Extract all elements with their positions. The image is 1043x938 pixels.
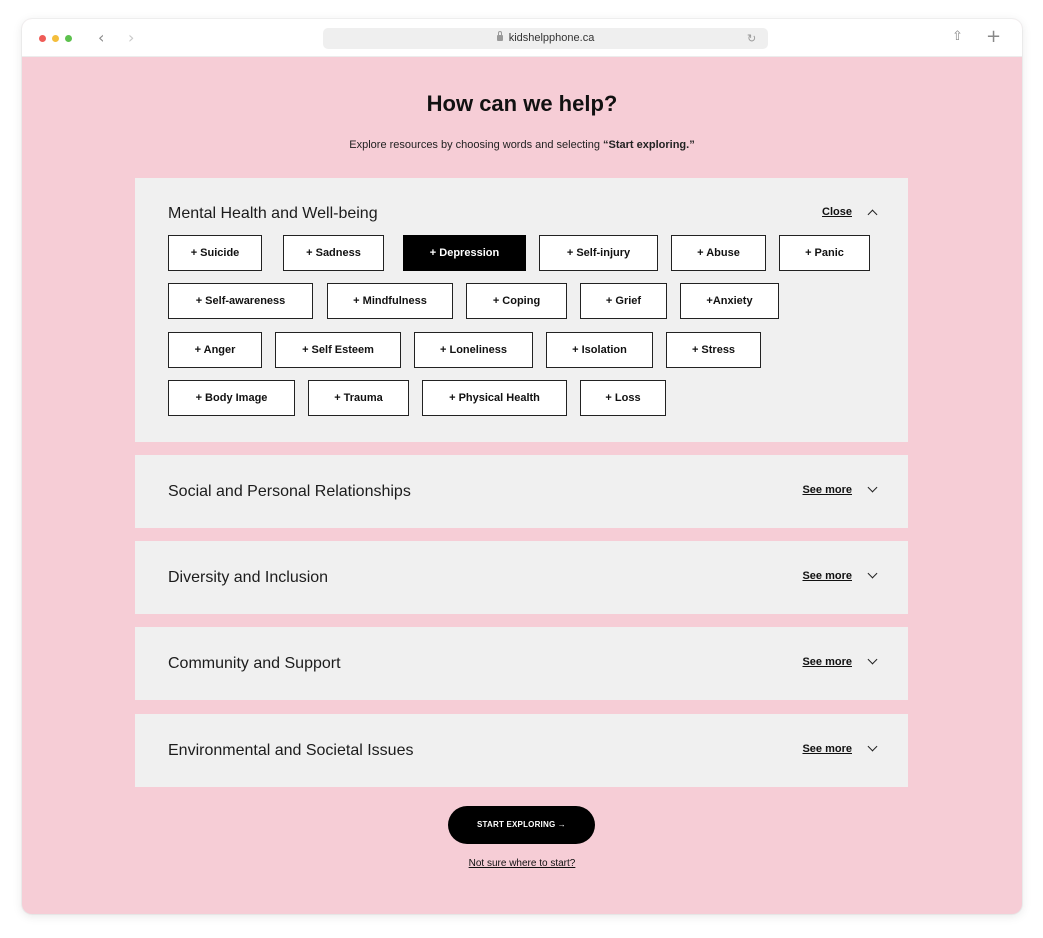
page-content xyxy=(22,57,1022,914)
zoom-window-button[interactable] xyxy=(65,35,72,42)
chip-self-awareness[interactable]: + Self-awareness xyxy=(168,283,313,319)
see-more-link[interactable]: See more xyxy=(802,570,852,582)
chip-trauma[interactable]: + Trauma xyxy=(308,380,409,416)
chevron-down-icon[interactable] xyxy=(868,483,878,493)
section-title: Social and Personal Relationships xyxy=(168,483,411,500)
chevron-down-icon[interactable] xyxy=(868,569,878,579)
chip-suicide[interactable]: + Suicide xyxy=(168,235,262,271)
section-diversity-inclusion[interactable] xyxy=(135,541,908,614)
see-more-link[interactable]: See more xyxy=(802,743,852,755)
start-exploring-button[interactable]: START EXPLORING → xyxy=(448,806,595,844)
section-title: Community and Support xyxy=(168,655,341,672)
chip-loss[interactable]: + Loss xyxy=(580,380,666,416)
chip-isolation[interactable]: + Isolation xyxy=(546,332,653,368)
new-tab-icon[interactable]: + xyxy=(986,26,1002,47)
section-environmental-issues[interactable] xyxy=(135,714,908,787)
chevron-down-icon[interactable] xyxy=(868,742,878,752)
page-subtitle xyxy=(22,139,1022,151)
help-link-row xyxy=(22,858,1022,869)
chip-sadness[interactable]: + Sadness xyxy=(283,235,384,271)
page-title: How can we help? xyxy=(426,91,618,116)
subtitle-emphasis: “Start exploring.” xyxy=(603,139,695,151)
section-social-relationships[interactable] xyxy=(135,455,908,528)
address-bar[interactable] xyxy=(323,28,768,49)
see-more-link[interactable]: See more xyxy=(802,484,852,496)
chip-depression[interactable]: + Depression xyxy=(403,235,526,271)
chip-loneliness[interactable]: + Loneliness xyxy=(414,332,533,368)
not-sure-link[interactable]: Not sure where to start? xyxy=(468,858,576,869)
browser-window xyxy=(22,19,1022,914)
section-community-support[interactable] xyxy=(135,627,908,700)
lock-icon xyxy=(497,35,503,41)
section-mental-health xyxy=(135,178,908,442)
section-title: Environmental and Societal Issues xyxy=(168,742,414,759)
browser-toolbar xyxy=(22,19,1022,57)
chip-grief[interactable]: + Grief xyxy=(580,283,667,319)
section-title: Diversity and Inclusion xyxy=(168,569,329,586)
see-more-link[interactable]: See more xyxy=(802,656,852,668)
chip-anger[interactable]: + Anger xyxy=(168,332,262,368)
reload-icon[interactable]: ↻ xyxy=(747,32,757,45)
close-window-button[interactable] xyxy=(39,35,46,42)
section-title: Mental Health and Well-being xyxy=(168,205,378,222)
chip-self-esteem[interactable]: + Self Esteem xyxy=(275,332,401,368)
subtitle-text: Explore resources by choosing words and selecting xyxy=(349,139,604,151)
forward-arrow-icon[interactable]: › xyxy=(128,28,135,47)
chip-body-image[interactable]: + Body Image xyxy=(168,380,295,416)
chip-coping[interactable]: + Coping xyxy=(466,283,567,319)
chip-anxiety[interactable]: +Anxiety xyxy=(680,283,779,319)
chevron-down-icon[interactable] xyxy=(868,655,878,665)
url-text: kidshelpphone.ca xyxy=(508,32,595,44)
back-arrow-icon[interactable]: ‹ xyxy=(98,28,105,47)
chip-stress[interactable]: + Stress xyxy=(666,332,761,368)
chip-abuse[interactable]: + Abuse xyxy=(671,235,766,271)
chip-physical-health[interactable]: + Physical Health xyxy=(422,380,567,416)
share-icon[interactable]: ⇧ xyxy=(952,29,963,44)
close-section-link[interactable]: Close xyxy=(822,206,852,218)
chip-panic[interactable]: + Panic xyxy=(779,235,870,271)
chip-self-injury[interactable]: + Self-injury xyxy=(539,235,658,271)
minimize-window-button[interactable] xyxy=(52,35,59,42)
chip-mindfulness[interactable]: + Mindfulness xyxy=(327,283,453,319)
chevron-up-icon[interactable] xyxy=(868,210,878,220)
